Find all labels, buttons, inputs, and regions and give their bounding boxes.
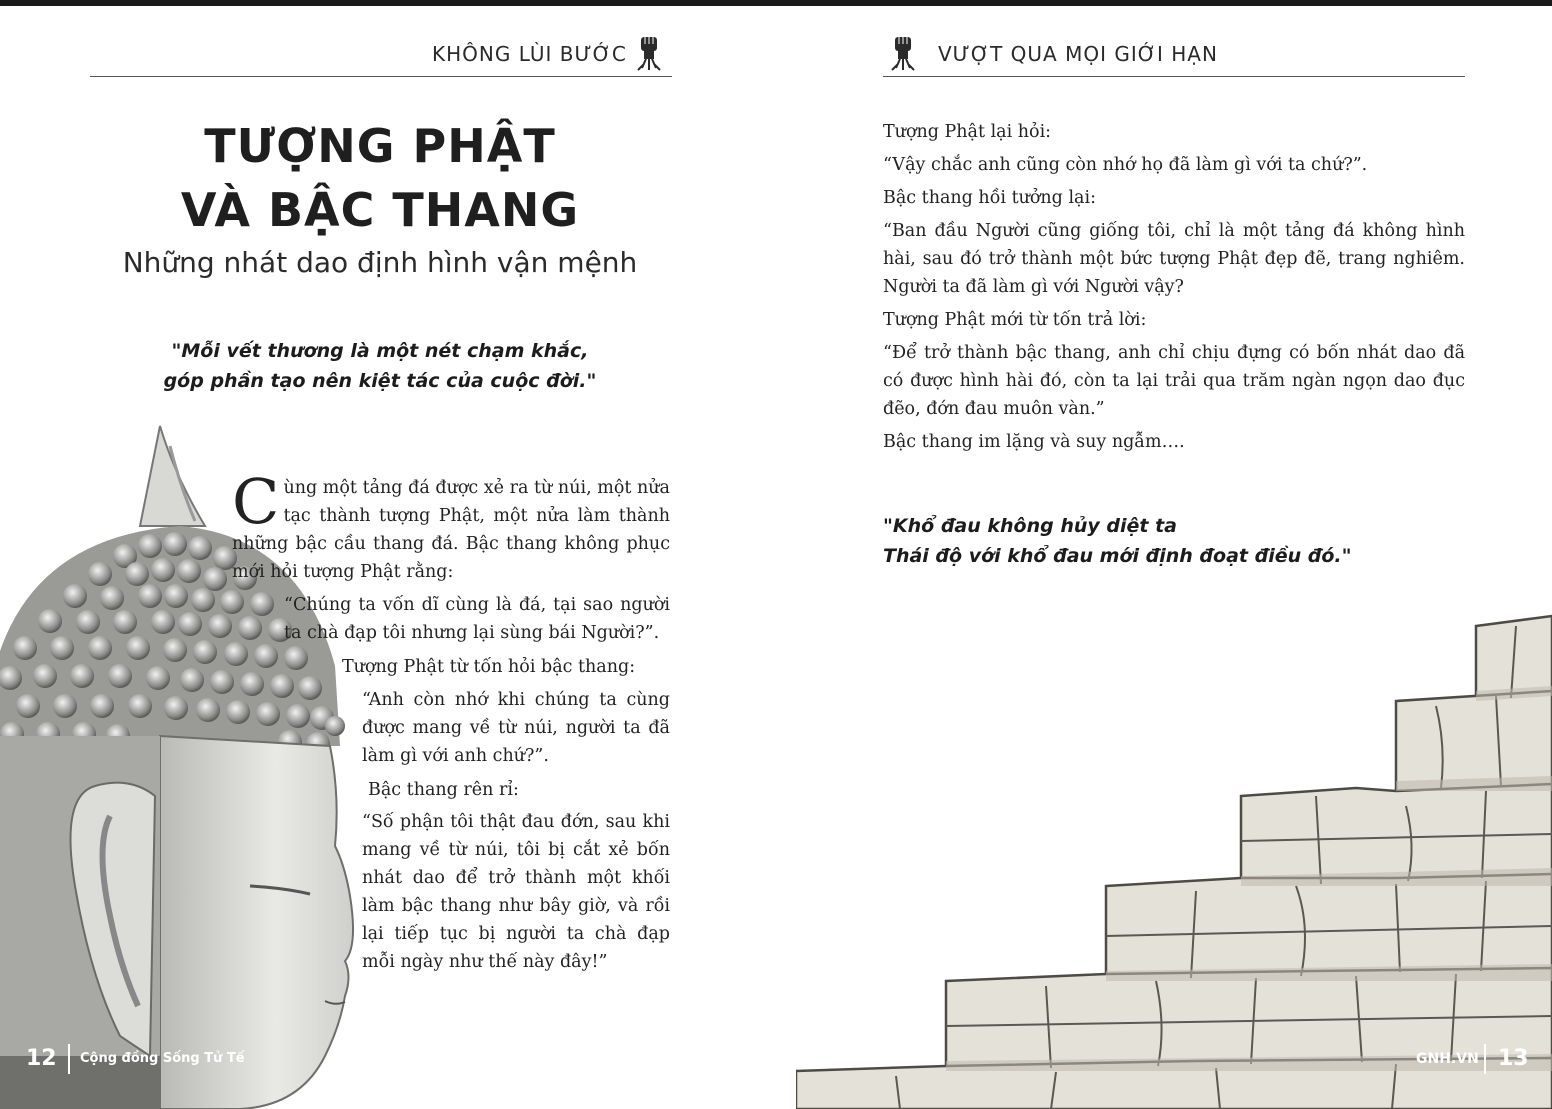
right-page-number: 13 <box>1498 1046 1529 1071</box>
story-paragraph-3: Tượng Phật từ tốn hỏi bậc thang: <box>342 657 636 677</box>
closing-quote-line-1: "Khổ đau không hủy diệt ta <box>883 515 1177 537</box>
closing-quote-line-2: Thái độ với khổ đau mới định đoạt điều đó." <box>883 545 1352 567</box>
fist-tree-icon <box>632 34 666 74</box>
story-continued <box>883 118 1465 461</box>
opening-quote-line-2: góp phần tạo nên kiệt tác của cuộc đời." <box>163 370 597 392</box>
left-page <box>0 6 776 1109</box>
site-label: GNH.VN <box>1416 1051 1479 1067</box>
story-paragraph-2: “Chúng ta vốn dĩ cùng là đá, tại sao người ta chà đạp tôi nhưng lại sùng bái Người?”. <box>284 595 670 643</box>
right-header: VƯỢT QUA MỌI GIỚI HẠN <box>938 42 1218 66</box>
opening-quote <box>90 336 670 396</box>
story-paragraph-1: Cùng một tảng đá được xẻ ra từ núi, một nửa tạc thành tượng Phật, một nửa làm thành những bậc cầu thang đá. Bậc thang không phục mới hỏi tượng Phật rằng: <box>232 465 670 582</box>
drop-cap: C <box>232 465 280 538</box>
closing-quote <box>883 511 1483 571</box>
stone-staircase-illustration <box>796 606 1552 1109</box>
left-header: KHÔNG LÙI BƯỚC <box>432 42 627 66</box>
left-header-rule <box>90 76 672 77</box>
opening-quote-line-1: "Mỗi vết thương là một nét chạm khắc, <box>171 340 589 362</box>
left-page-number: 12 <box>26 1046 57 1071</box>
right-page <box>776 6 1552 1109</box>
story-line: Bậc thang hồi tưởng lại: <box>883 188 1096 208</box>
story-line: “Vậy chắc anh cũng còn nhớ họ đã làm gì với ta chứ?”. <box>883 155 1368 175</box>
left-footer-separator <box>68 1044 70 1074</box>
story-paragraph-6: “Số phận tôi thật đau đớn, sau khi mang về từ núi, tôi bị cắt xẻ bốn nhát dao để trở thành một khối làm bậc thang như bây giờ, và rồi lại tiếp tục bị người ta chà đạp mỗi ngày như thế này đây!” <box>362 812 670 972</box>
story-line: Tượng Phật mới từ tốn trả lời: <box>883 310 1147 330</box>
left-footer-text: Cộng đồng Sống Tử Tế <box>80 1051 245 1066</box>
right-header-rule <box>883 76 1465 77</box>
right-footer-separator <box>1484 1044 1486 1074</box>
fist-tree-icon <box>886 34 920 74</box>
story-paragraph-5: Bậc thang rên rỉ: <box>368 780 519 800</box>
title-line-2: VÀ BẬC THANG <box>180 183 580 237</box>
story-line: “Ban đầu Người cũng giống tôi, chỉ là một tảng đá không hình hài, sau đó trở thành một bức tượng Phật đẹp đẽ, trang nghiêm. Người ta đã làm gì với Người vậy? <box>883 221 1465 297</box>
story-paragraph-4: “Anh còn nhớ khi chúng ta cùng được mang về từ núi, người ta đã làm gì với anh chứ?”. <box>362 690 670 766</box>
story-line: Bậc thang im lặng và suy ngẫm…. <box>883 432 1185 452</box>
page-title <box>90 114 670 242</box>
title-line-1: TƯỢNG PHẬT <box>204 119 556 173</box>
story-line: “Để trở thành bậc thang, anh chỉ chịu đựng có bốn nhát dao đã có được hình hài đó, còn ta lại trải qua trăm ngàn ngọn dao đục đẽo, đớn đau muôn vàn.” <box>883 343 1465 419</box>
story-line: Tượng Phật lại hỏi: <box>883 122 1052 142</box>
page-subtitle: Những nhát dao định hình vận mệnh <box>122 246 638 279</box>
